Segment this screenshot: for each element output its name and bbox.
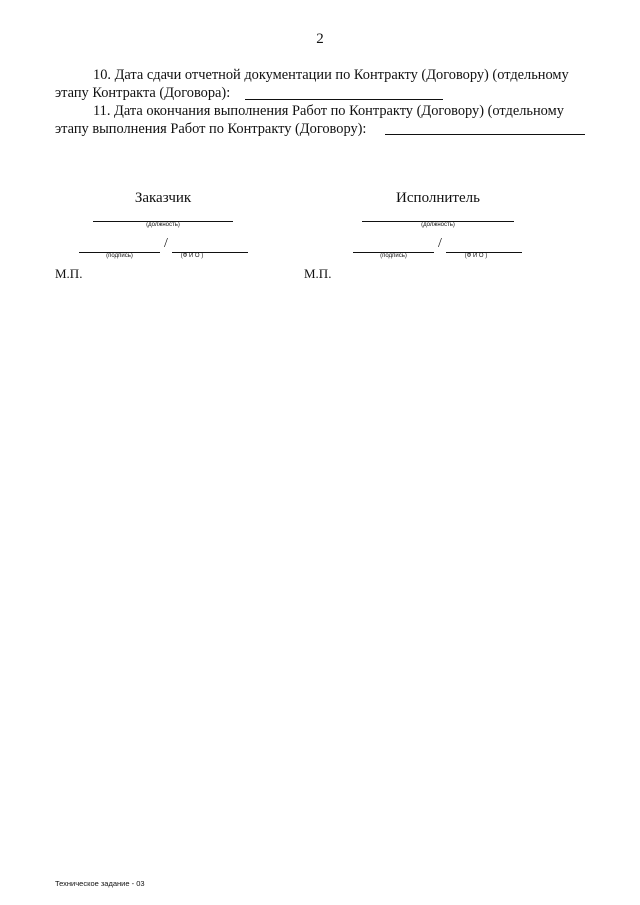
page-number: 2: [316, 31, 324, 47]
contractor-position-caption: (должность): [421, 222, 455, 228]
item-11-date-blank: [385, 134, 585, 135]
document-footer: Техническое задание - 03: [55, 879, 145, 888]
contractor-title: Исполнитель: [396, 190, 480, 206]
customer-slash: /: [164, 236, 168, 251]
contractor-stamp: М.П.: [304, 266, 332, 281]
contractor-signature-caption: (подпись): [380, 253, 407, 259]
item-11-line-1: 11. Дата окончания выполнения Работ по Контракту (Договору) (отдельному: [93, 103, 564, 119]
customer-signature-caption: (подпись): [106, 253, 133, 259]
contractor-name-caption: (Ф И О ): [464, 253, 488, 259]
customer-stamp: М.П.: [55, 266, 83, 281]
item-10-line-1: 10. Дата сдачи отчетной документации по Контракту (Договору) (отдельному: [93, 67, 569, 83]
customer-title: Заказчик: [134, 190, 192, 206]
customer-name-caption: (Ф И О ): [180, 253, 204, 259]
item-10-line-2: этапу Контракта (Договора):: [55, 85, 231, 101]
customer-position-caption: (должность): [146, 222, 180, 228]
item-11-line-2: этапу выполнения Работ по Контракту (Договору):: [55, 121, 367, 137]
item-10-date-blank: [245, 99, 443, 100]
contractor-slash: /: [438, 236, 442, 251]
